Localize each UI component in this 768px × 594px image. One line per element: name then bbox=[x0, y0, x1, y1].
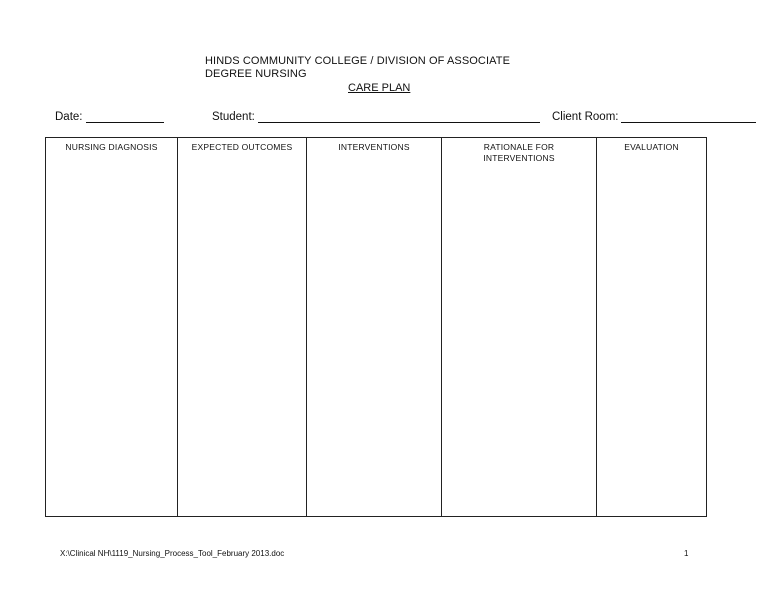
client-room-label: Client Room: bbox=[552, 111, 619, 123]
column-header-rationale: RATIONALE FOR INTERVENTIONS bbox=[483, 142, 555, 163]
column-header-evaluation: EVALUATION bbox=[624, 142, 679, 152]
student-field bbox=[212, 110, 540, 123]
column-evaluation[interactable] bbox=[596, 138, 706, 516]
column-header-nursing-diagnosis: NURSING DIAGNOSIS bbox=[65, 142, 158, 152]
column-header-interventions: INTERVENTIONS bbox=[338, 142, 410, 152]
column-header-expected-outcomes: EXPECTED OUTCOMES bbox=[191, 142, 293, 152]
client-room-blank-line[interactable] bbox=[621, 110, 756, 123]
column-rationale[interactable] bbox=[441, 138, 596, 516]
column-expected-outcomes[interactable] bbox=[177, 138, 306, 516]
college-title-line2: DEGREE NURSING bbox=[205, 68, 307, 80]
footer-file-path: X:\Clinical NH\1119_Nursing_Process_Tool_February 2013.doc bbox=[60, 549, 285, 558]
care-plan-title: CARE PLAN bbox=[348, 82, 411, 94]
date-field bbox=[55, 110, 164, 123]
student-blank-line[interactable] bbox=[258, 110, 540, 123]
care-plan-table bbox=[45, 137, 707, 517]
column-nursing-diagnosis[interactable] bbox=[46, 138, 177, 516]
column-interventions[interactable] bbox=[306, 138, 441, 516]
date-label: Date: bbox=[55, 111, 83, 123]
form-fields-row bbox=[55, 110, 760, 126]
footer-page-number: 1 bbox=[684, 549, 689, 558]
date-blank-line[interactable] bbox=[86, 110, 164, 123]
college-title-line1: HINDS COMMUNITY COLLEGE / DIVISION OF ASSOCIATE bbox=[205, 55, 511, 67]
client-room-field bbox=[552, 110, 756, 123]
student-label: Student: bbox=[212, 111, 255, 123]
